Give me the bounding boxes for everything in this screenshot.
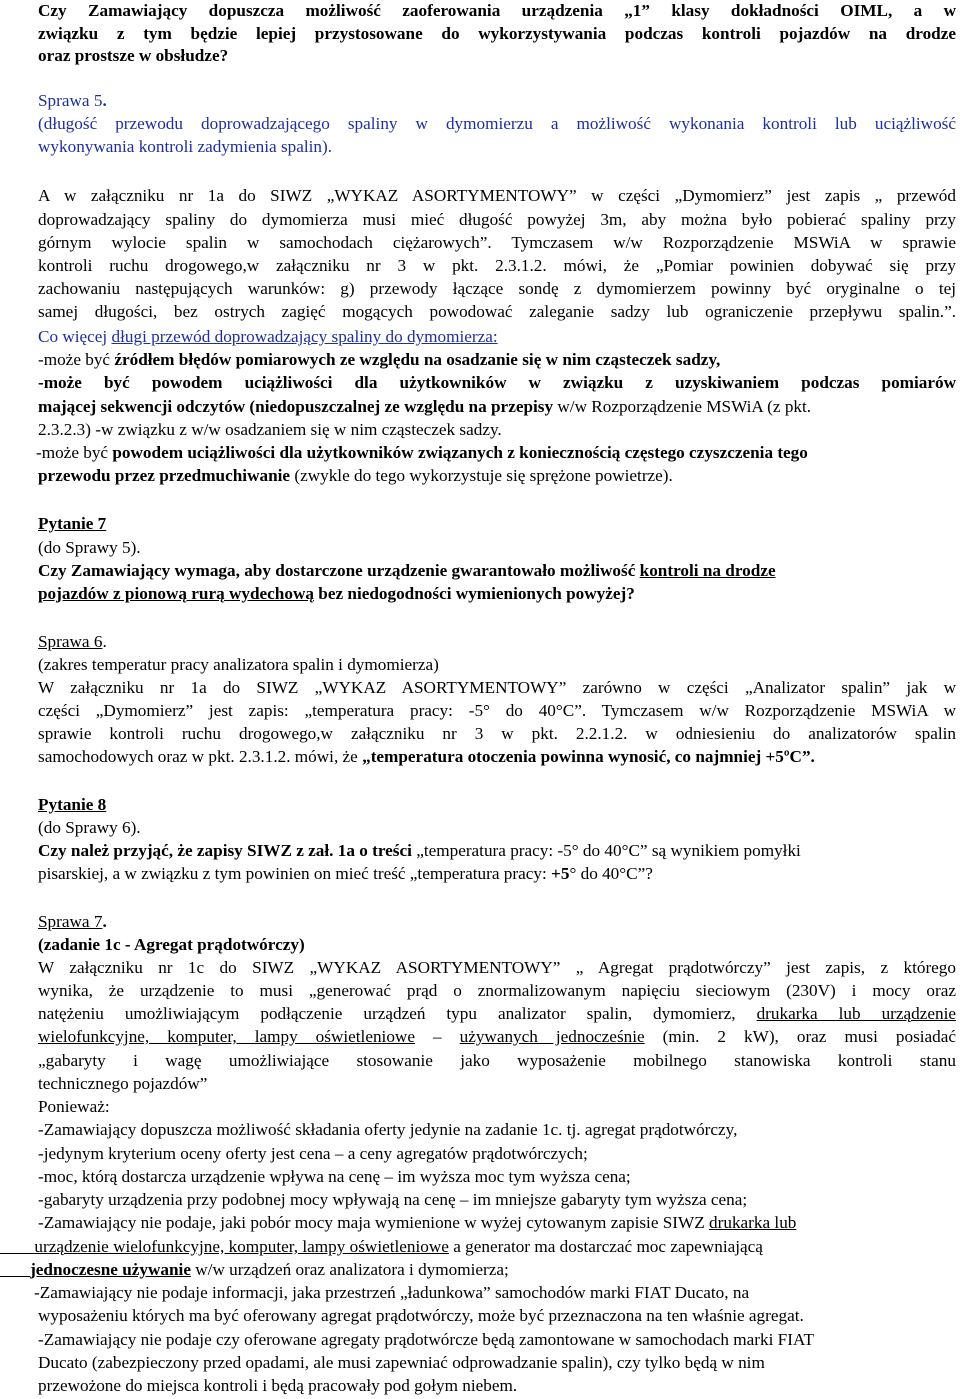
paragraph-line: kontroli ruchu drogowego,w załączniku nr 3 w pkt. 2.3.1.2. mówi, że „Pomiar powinien dobywać się przy xyxy=(38,256,956,275)
paragraph-line: części „Dymomierz” jest zapis: „temperatura pracy: -5° do 40°C”. Tymczasem w/w Rozporządzenie MSWiA w xyxy=(38,701,956,720)
paragraph-line: A w załączniku nr 1a do SIWZ „WYKAZ ASORTYMENTOWY” w części „Dymomierz” jest zapis „ przewód xyxy=(38,186,956,205)
question-7-line: Czy Zamawiający wymaga, aby dostarczone urządzenie gwarantowało możliwość kontroli na drodze xyxy=(38,561,776,580)
question-8-line: pisarskiej, a w związku z tym powinien on mieć treść „temperatura pracy: +5° do 40°C”? xyxy=(38,864,653,883)
paragraph-line: technicznego pojazdów” xyxy=(38,1074,208,1093)
section-description: (długość przewodu doprowadzającego spaliny w dymomierzu a możliwość wykonania kontroli lub uciążliwość xyxy=(38,114,956,133)
list-item: -Zamawiający nie podaje czy oferowane agregaty prądotwórcze będą zamontowane w samochodach marki FIAT xyxy=(38,1330,814,1349)
list-item: -moc, którą dostarcza urządzenie wpływa na cenę – im wyższa moc tym wyższa cena; xyxy=(38,1167,631,1186)
section-description: wykonywania kontroli zadymienia spalin). xyxy=(38,137,333,156)
paragraph-line: sprawie kontroli ruchu drogowego,w załączniku nr 3 w pkt. 2.2.1.2. w odniesieniu do analizatorów spalin xyxy=(38,724,956,743)
paragraph-line: -może być powodem uciążliwości dla użytkowników w związku z uzyskiwaniem podczas pomiarów xyxy=(38,373,956,392)
list-item: -Zamawiający nie podaje informacji, jaka przestrzeń „ładunkowa” samochodów marki FIAT Ducato, na xyxy=(34,1283,750,1302)
question-6-line: Czy Zamawiający dopuszcza możliwość zaoferowania urządzenia „1” klasy dokładności OIML, a w xyxy=(38,1,956,20)
section-heading-sprawa-7: Sprawa 7. xyxy=(38,912,107,931)
paragraph-line: W załączniku nr 1c do SIWZ „WYKAZ ASORTYMENTOWY” „ Agregat prądotwórczy” jest zapis, z którego xyxy=(38,958,956,977)
paragraph-line: przewodu przez przedmuchiwanie (zwykle do tego wykorzystuje się sprężone powietrze). xyxy=(38,466,673,485)
list-item: Ducato (zabezpieczony przed opadami, ale musi zapewniać odprowadzanie spalin), czy tylko będą w nim xyxy=(38,1353,765,1372)
question-6-line: oraz prostsze w obsłudze? xyxy=(38,46,229,65)
list-item: jednoczesne używanie w/w urządzeń oraz analizatora i dymomierza; xyxy=(30,1260,509,1279)
question-reference: (do Sprawy 5). xyxy=(38,538,141,557)
list-item: -jedynym kryterium oceny oferty jest cena – a ceny agregatów prądotwórczych; xyxy=(38,1144,588,1163)
question-reference: (do Sprawy 6). xyxy=(38,818,141,837)
section-heading-sprawa-6: Sprawa 6. xyxy=(38,632,107,651)
question-heading-8: Pytanie 8 xyxy=(38,795,107,814)
section-subheading: (zadanie 1c - Agregat prądotwórczy) xyxy=(38,935,305,954)
paragraph-line: górnym wylocie spalin w samochodach ciężarowych”. Tymczasem w/w Rozporządzenie MSWiA w sprawie xyxy=(38,233,956,252)
paragraph-line: samej długości, bez ostrych zagięć mogących powodować zaleganie sadzy lub ograniczenie przepływu spalin.”. xyxy=(38,302,956,321)
list-item: urządzenie wielofunkcyjne, komputer, lampy oświetleniowe a generator ma dostarczać moc zapewniającą xyxy=(34,1237,763,1256)
section-description: (zakres temperatur pracy analizatora spalin i dymomierza) xyxy=(38,655,439,674)
question-7-line: pojazdów z pionową rurą wydechową bez niedogodności wymienionych powyżej? xyxy=(38,584,635,603)
paragraph-line: mającej sekwencji odczytów (niedopuszczalnej ze względu na przepisy w/w Rozporządzenie MSWiA (z pkt. xyxy=(38,397,812,416)
paragraph-line: Co więcej długi przewód doprowadzający spaliny do dymomierza: xyxy=(38,327,498,346)
question-heading-7: Pytanie 7 xyxy=(38,514,107,533)
question-8-line: Czy należ przyjąć, że zapisy SIWZ z zał. 1a o treści „temperatura pracy: -5° do 40°C” są wynikiem pomyłki xyxy=(38,841,801,860)
list-intro: Ponieważ: xyxy=(38,1097,110,1116)
list-item: przewożone do miejsca kontroli i będą pracowały pod gołym niebem. xyxy=(38,1376,518,1395)
paragraph-line: natężeniu umożliwiającym podłączenie urządzeń typu analizator spalin, dymomierz, drukarka lub urządzenie xyxy=(38,1004,957,1023)
paragraph-line: -może być źródłem błędów pomiarowych ze względu na osadzanie się w nim cząsteczek sadzy, xyxy=(38,350,721,369)
paragraph-line: samochodowych oraz w pkt. 2.3.1.2. mówi, że „temperatura otoczenia powinna wynosić, co najmniej +5ºC”. xyxy=(38,747,815,766)
section-heading-sprawa-5: Sprawa 5. xyxy=(38,91,107,110)
paragraph-line: doprowadzający spaliny do dymomierza musi mieć długość powyżej 3m, aby można było pobierać spaliny przy xyxy=(38,210,956,229)
paragraph-line: wynika, że urządzenie to musi „generować prąd o znormalizowanym napięciu sieciowym (230V) i mocy oraz xyxy=(38,981,956,1000)
list-item: -gabaryty urządzenia przy podobnej mocy wpływają na cenę – im mniejsze gabaryty tym wyższa cena; xyxy=(38,1190,748,1209)
paragraph-line: -może być powodem uciążliwości dla użytkowników związanych z koniecznością częstego czyszczenia tego xyxy=(36,443,808,462)
list-item: wyposażeniu których ma być oferowany agregat prądotwórczy, może być przeznaczona na ten właśnie agregat. xyxy=(38,1306,804,1325)
list-item: -Zamawiający nie podaje, jaki pobór mocy maja wymienione w wyżej cytowanym zapisie SIWZ drukarka lub xyxy=(38,1213,797,1232)
paragraph-line: „gabaryty i wagę umożliwiające stosowanie jako wyposażenie mobilnego stanowiska kontroli stanu xyxy=(38,1051,956,1070)
paragraph-line: W załączniku nr 1a do SIWZ „WYKAZ ASORTYMENTOWY” zarówno w części „Analizator spalin” jak w xyxy=(38,678,956,697)
paragraph-line: zachowaniu następujących warunków: g) przewody łączące sondę z dymomierzem powinny być oryginalne o tej xyxy=(38,279,956,298)
question-6-line: związku z tym będzie lepiej przystosowane do wykorzystywania podczas kontroli pojazdów na drodze xyxy=(38,24,956,43)
list-item: -Zamawiający dopuszcza możliwość składania oferty jedynie na zadanie 1c. tj. agregat prądotwórczy, xyxy=(38,1120,738,1139)
paragraph-line: 2.3.2.3) -w związku z w/w osadzaniem się w nim cząsteczek sadzy. xyxy=(38,420,502,439)
paragraph-line: wielofunkcyjne, komputer, lampy oświetleniowe – używanych jednocześnie (min. 2 kW), oraz musi posiadać xyxy=(38,1027,957,1046)
